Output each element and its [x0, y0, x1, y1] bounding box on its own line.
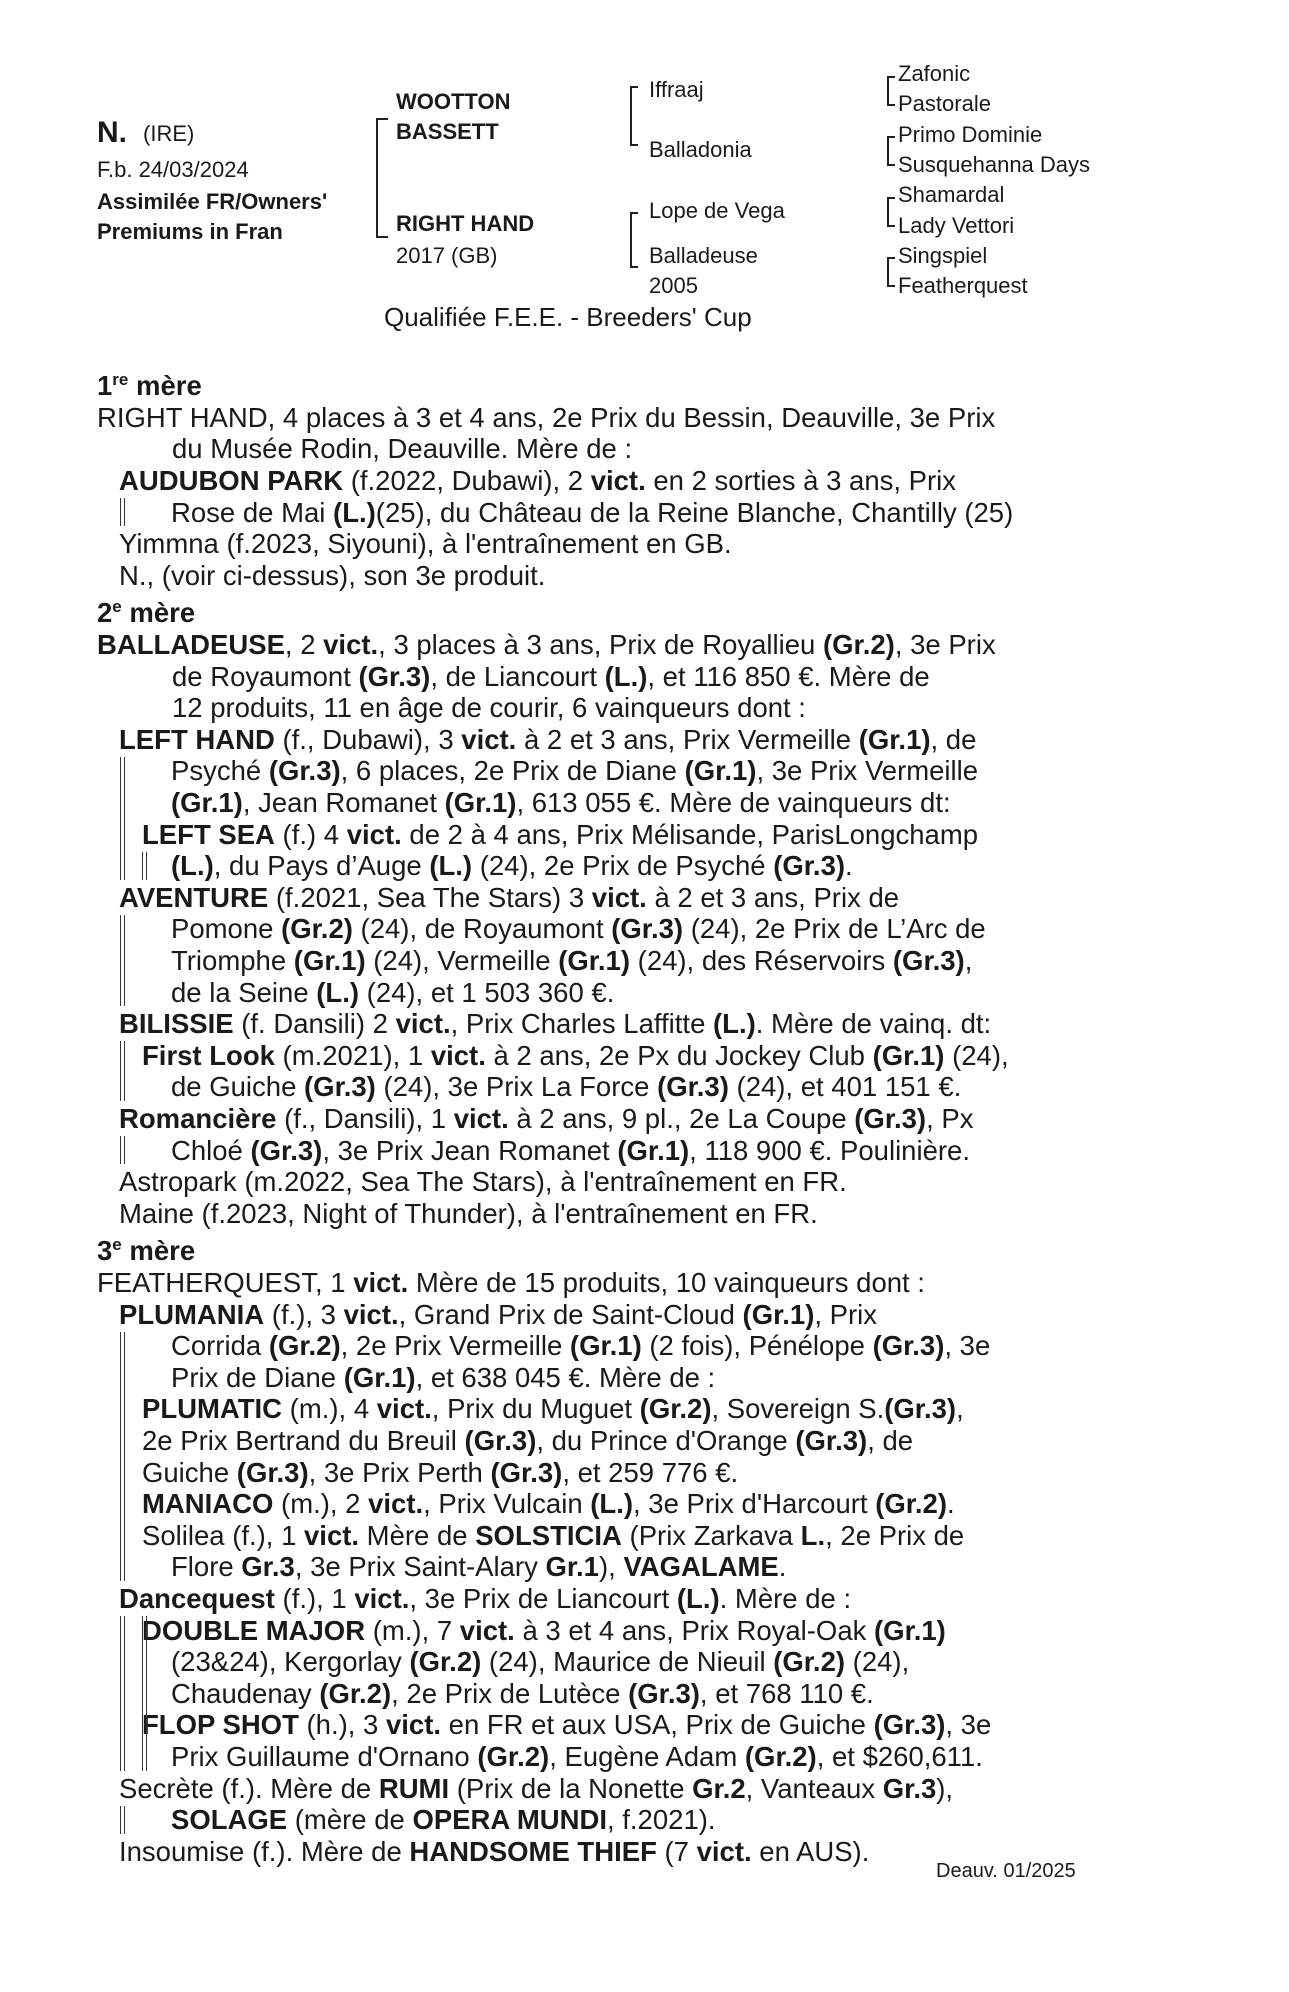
dam-dam-year: 2005	[649, 273, 698, 298]
para-balladeuse: BALLADEUSE, 2 vict., 3 places à 3 ans, Prix de Royallieu (Gr.2), 3e Prix de Royaumont (Gr.3), de Liancourt (L.), et 116 850 €. Mère de 12 produits, 11 en âge de courir, 6 vainqueurs dont :	[97, 629, 996, 724]
dam-sire: Lope de Vega	[649, 198, 785, 223]
ggp-6: Lady Vettori	[898, 213, 1015, 238]
para-dancequest: Dancequest (f.), 1 vict., 3e Prix de Liancourt (L.). Mère de : DOUBLE MAJOR (m.), 7 vict. à 3 et 4 ans, Prix Royal-Oak (Gr.1) (23&24), Kergorlay (Gr.2) (24), Maurice de Nieuil (Gr.2) (24), Chaudenay (Gr.2), 2e Prix de Lutèce (Gr.3), et 768 110 €. FLOP SHOT (h.), 3 vict. en FR et aux USA, Prix de Guiche (Gr.3), 3e Prix Guillaume d'Ornano (Gr.2), Eugène Adam (Gr.2), et $260,611.	[119, 1583, 992, 1772]
ggp-3: Primo Dominie	[898, 122, 1043, 147]
sire-line1: WOOTTON	[396, 89, 511, 114]
para-secrete: Secrète (f.). Mère de RUMI (Prix de la Nonette Gr.2, Vanteaux Gr.3), SOLAGE (mère de OPERA MUNDI, f.2021).	[119, 1772, 954, 1836]
section-1st-dam: 1re mère	[97, 370, 202, 402]
ggp-1: Zafonic	[898, 61, 971, 86]
eligibility-line1: Assimilée FR/Owners'	[97, 189, 328, 214]
ggp-7: Singspiel	[898, 243, 988, 268]
para-plumania: PLUMANIA (f.), 3 vict., Grand Prix de Saint-Cloud (Gr.1), Prix Corrida (Gr.2), 2e Prix Vermeille (Gr.1) (2 fois), Pénélope (Gr.3), 3e Prix de Diane (Gr.1), et 638 045 €. Mère de : PLUMATIC (m.), 4 vict., Prix du Muguet (Gr.2), Sovereign S.(Gr.3), 2e Prix Bertrand du Breuil (Gr.3), du Prince d'Orange (Gr.3), de Guiche (Gr.3), 3e Prix Perth (Gr.3), et 259 776 €. MANIACO (m.), 2 vict., Prix Vulcain (L.), 3e Prix d'Harcourt (Gr.2). Solilea (f.), 1 vict. Mère de SOLSTICIA (Prix Zarkava L., 2e Prix de Flore Gr.3, 3e Prix Saint-Alary Gr.1), VAGALAME.	[119, 1298, 991, 1583]
section-3rd-dam: 3e mère	[97, 1235, 196, 1267]
sire-line2: BASSETT	[396, 119, 499, 144]
section-2nd-dam: 2e mère	[97, 597, 196, 629]
dam-dam: Balladeuse	[649, 243, 758, 268]
dam-name: RIGHT HAND	[396, 211, 535, 236]
horse-info: F.b. 24/03/2024	[97, 157, 249, 182]
para-insoumise: Insoumise (f.). Mère de HANDSOME THIEF (7 vict. en AUS).	[119, 1835, 870, 1867]
para-romanciere: Romancière (f., Dansili), 1 vict. à 2 ans, 9 pl., 2e La Coupe (Gr.3), Px Chloé (Gr.3), 3e Prix Jean Romanet (Gr.1), 118 900 €. Poulinière.	[119, 1102, 974, 1166]
grandsire-dam: Balladonia	[649, 137, 752, 162]
ggp-2: Pastorale	[898, 91, 991, 116]
para-featherquest: FEATHERQUEST, 1 vict. Mère de 15 produits, 10 vainqueurs dont :	[97, 1267, 925, 1299]
para-astropark: Astropark (m.2022, Sea The Stars), à l'entraînement en FR.	[119, 1166, 847, 1198]
ggp-4: Susquehanna Days	[898, 152, 1091, 177]
para-aventure: AVENTURE (f.2021, Sea The Stars) 3 vict. à 2 et 3 ans, Prix de Pomone (Gr.2) (24), de Royaumont (Gr.3) (24), 2e Prix de L’Arc de Triomphe (Gr.1) (24), Vermeille (Gr.1) (24), des Réservoirs (Gr.3), de la Seine (L.) (24), et 1 503 360 €.	[119, 881, 986, 1008]
pedigree-body	[97, 364, 1117, 1867]
dam-year: 2017 (GB)	[396, 243, 498, 268]
para-right-hand: RIGHT HAND, 4 places à 3 et 4 ans, 2e Prix du Bessin, Deauville, 3e Prix du Musée Rodin, Deauville. Mère de :	[97, 401, 996, 465]
eligibility-line2: Premiums in Fran	[97, 219, 283, 244]
qualification: Qualifiée F.E.E. - Breeders' Cup	[384, 302, 752, 332]
ggp-8: Featherquest	[898, 273, 1028, 298]
para-audubon-park: AUDUBON PARK (f.2022, Dubawi), 2 vict. en 2 sorties à 3 ans, Prix Rose de Mai (L.)(25), du Château de la Reine Blanche, Chantilly (25)	[119, 464, 1014, 528]
ggp-5: Shamardal	[898, 182, 1005, 207]
para-n: N., (voir ci-dessus), son 3e produit.	[119, 559, 546, 591]
footer-code: Deauv. 01/2025	[936, 1860, 1076, 1882]
horse-name: N.	[97, 116, 127, 149]
para-maine: Maine (f.2023, Night of Thunder), à l'entraînement en FR.	[119, 1197, 818, 1229]
grandsire: Iffraaj	[649, 77, 704, 102]
para-bilissie: BILISSIE (f. Dansili) 2 vict., Prix Charles Laffitte (L.). Mère de vainq. dt: First Look (m.2021), 1 vict. à 2 ans, 2e Px du Jockey Club (Gr.1) (24), de Guiche (Gr.3) (24), 3e Prix La Force (Gr.3) (24), et 401 151 €.	[119, 1008, 1009, 1103]
horse-origin: (IRE)	[143, 121, 195, 146]
para-yimmna: Yimmna (f.2023, Siyouni), à l'entraînement en GB.	[119, 528, 732, 560]
para-left-hand: LEFT HAND (f., Dubawi), 3 vict. à 2 et 3 ans, Prix Vermeille (Gr.1), de Psyché (Gr.3), 6 places, 2e Prix de Diane (Gr.1), 3e Prix Vermeille (Gr.1), Jean Romanet (Gr.1), 613 055 €. Mère de vainqueurs dt: LEFT SEA (f.) 4 vict. de 2 à 4 ans, Prix Mélisande, ParisLongchamp (L.), du Pays d’Auge (L.) (24), 2e Prix de Psyché (Gr.3).	[119, 723, 979, 882]
